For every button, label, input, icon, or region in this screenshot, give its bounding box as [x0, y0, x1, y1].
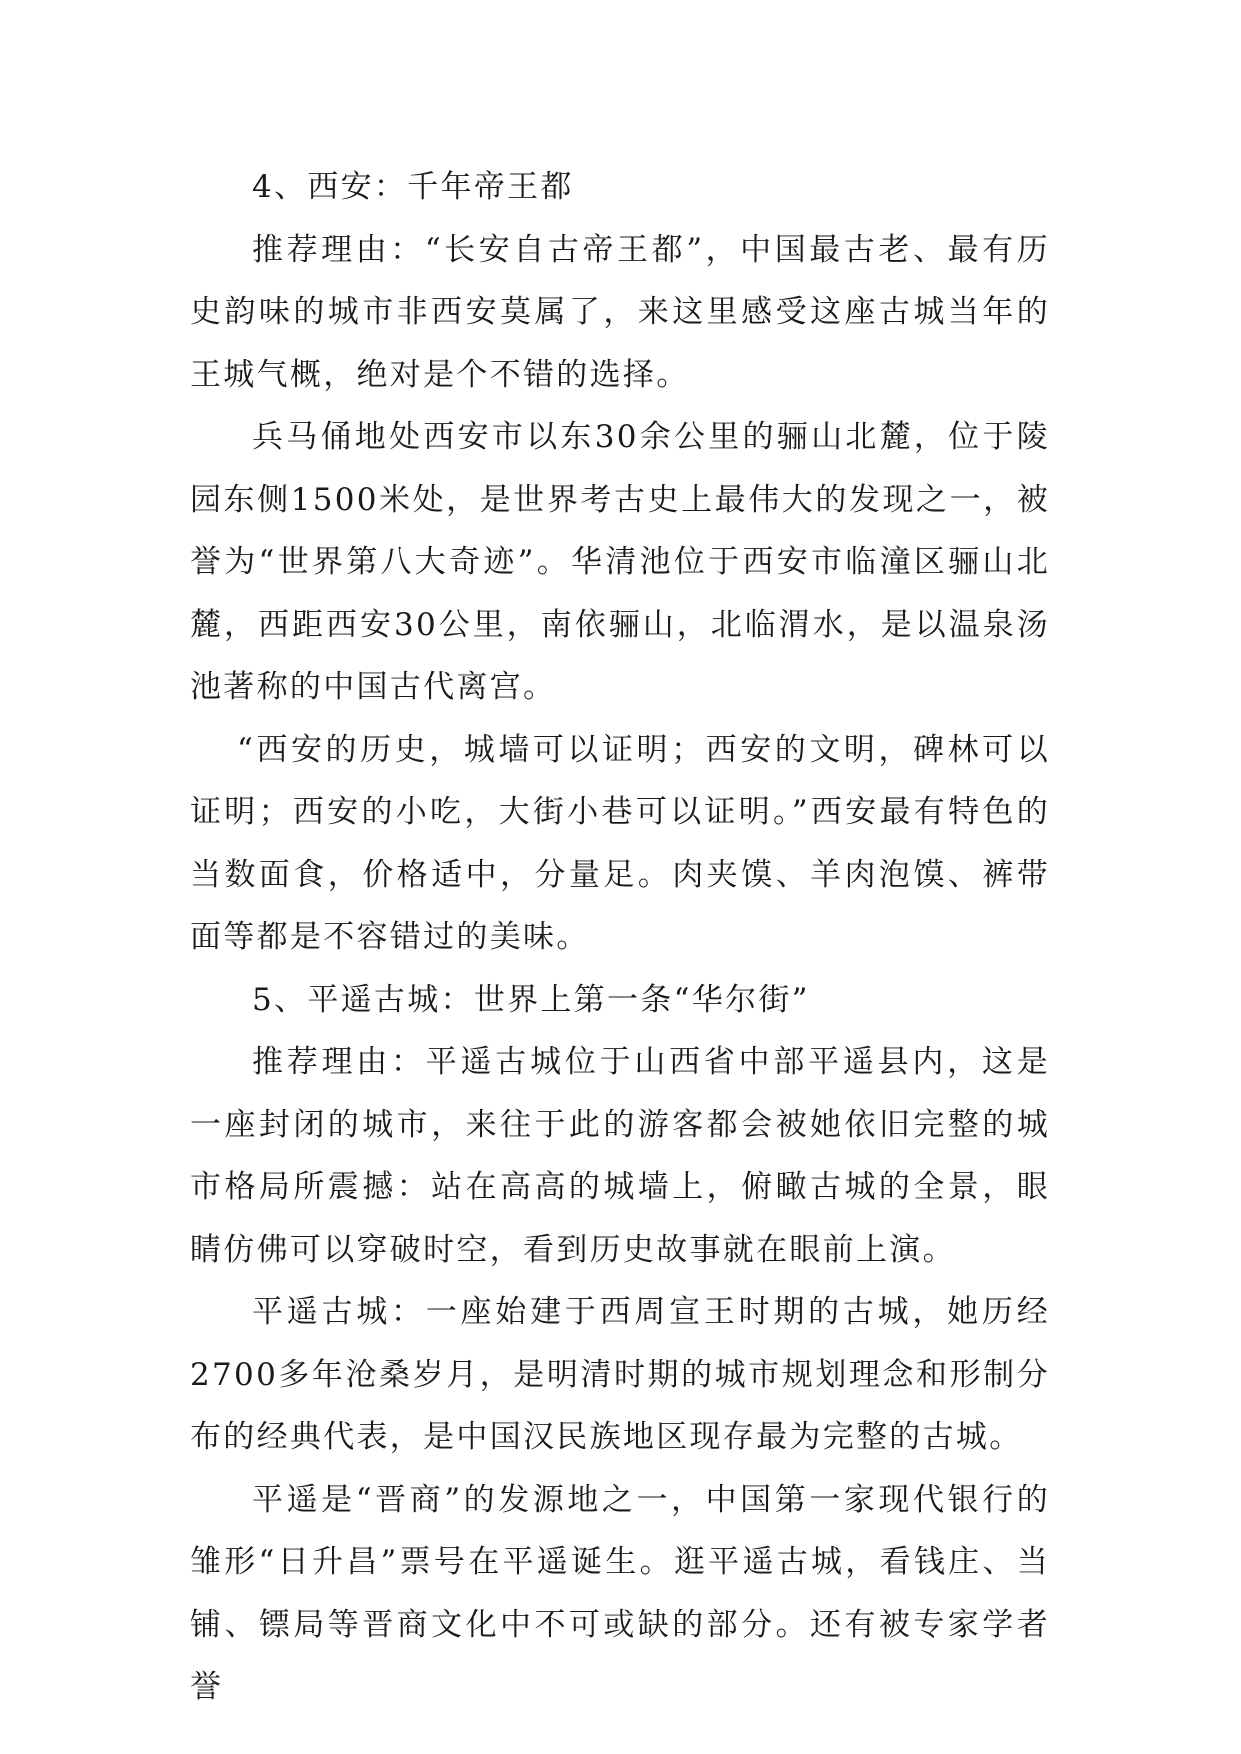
paragraph-xian-reason: 推荐理由：“长安自古帝王都”，中国最古老、最有历史韵味的城市非西安莫属了，来这里感受这座古城当年的王城气概，绝对是个不错的选择。	[190, 231, 1050, 393]
section-heading-xian: 4、西安：千年帝王都	[252, 169, 574, 205]
document-body	[190, 156, 1050, 1719]
paragraph-terracotta-huaqing: 兵马俑地处西安市以东30余公里的骊山北麓，位于陵园东侧1500米处，是世界考古史上最伟大的发现之一，被誉为“世界第八大奇迹”。华清池位于西安市临潼区骊山北麓，西距西安30公里，南依骊山，北临渭水，是以温泉汤池著称的中国古代离宫。	[190, 419, 1050, 705]
paragraph-pingyao-jinshang: 平遥是“晋商”的发源地之一，中国第一家现代银行的雏形“日升昌”票号在平遥诞生。逛平遥古城，看钱庄、当铺、镖局等晋商文化中不可或缺的部分。还有被专家学者誉	[190, 1481, 1050, 1705]
section-heading-pingyao: 5、平遥古城：世界上第一条“华尔街”	[252, 981, 810, 1018]
paragraph-pingyao-history: 平遥古城：一座始建于西周宣王时期的古城，她历经2700多年沧桑岁月，是明清时期的城市规划理念和形制分布的经典代表，是中国汉民族地区现存最为完整的古城。	[190, 1294, 1050, 1455]
paragraph-pingyao-reason: 推荐理由：平遥古城位于山西省中部平遥县内，这是一座封闭的城市，来往于此的游客都会被她依旧完整的城市格局所震撼：站在高高的城墙上，俯瞰古城的全景，眼睛仿佛可以穿破时空，看到历史故事就在眼前上演。	[190, 1044, 1050, 1268]
paragraph-xian-food: “西安的历史，城墙可以证明；西安的文明，碑林可以证明；西安的小吃，大街小巷可以证明。”西安最有特色的当数面食，价格适中，分量足。肉夹馍、羊肉泡馍、裤带面等都是不容错过的美味。	[190, 731, 1050, 955]
